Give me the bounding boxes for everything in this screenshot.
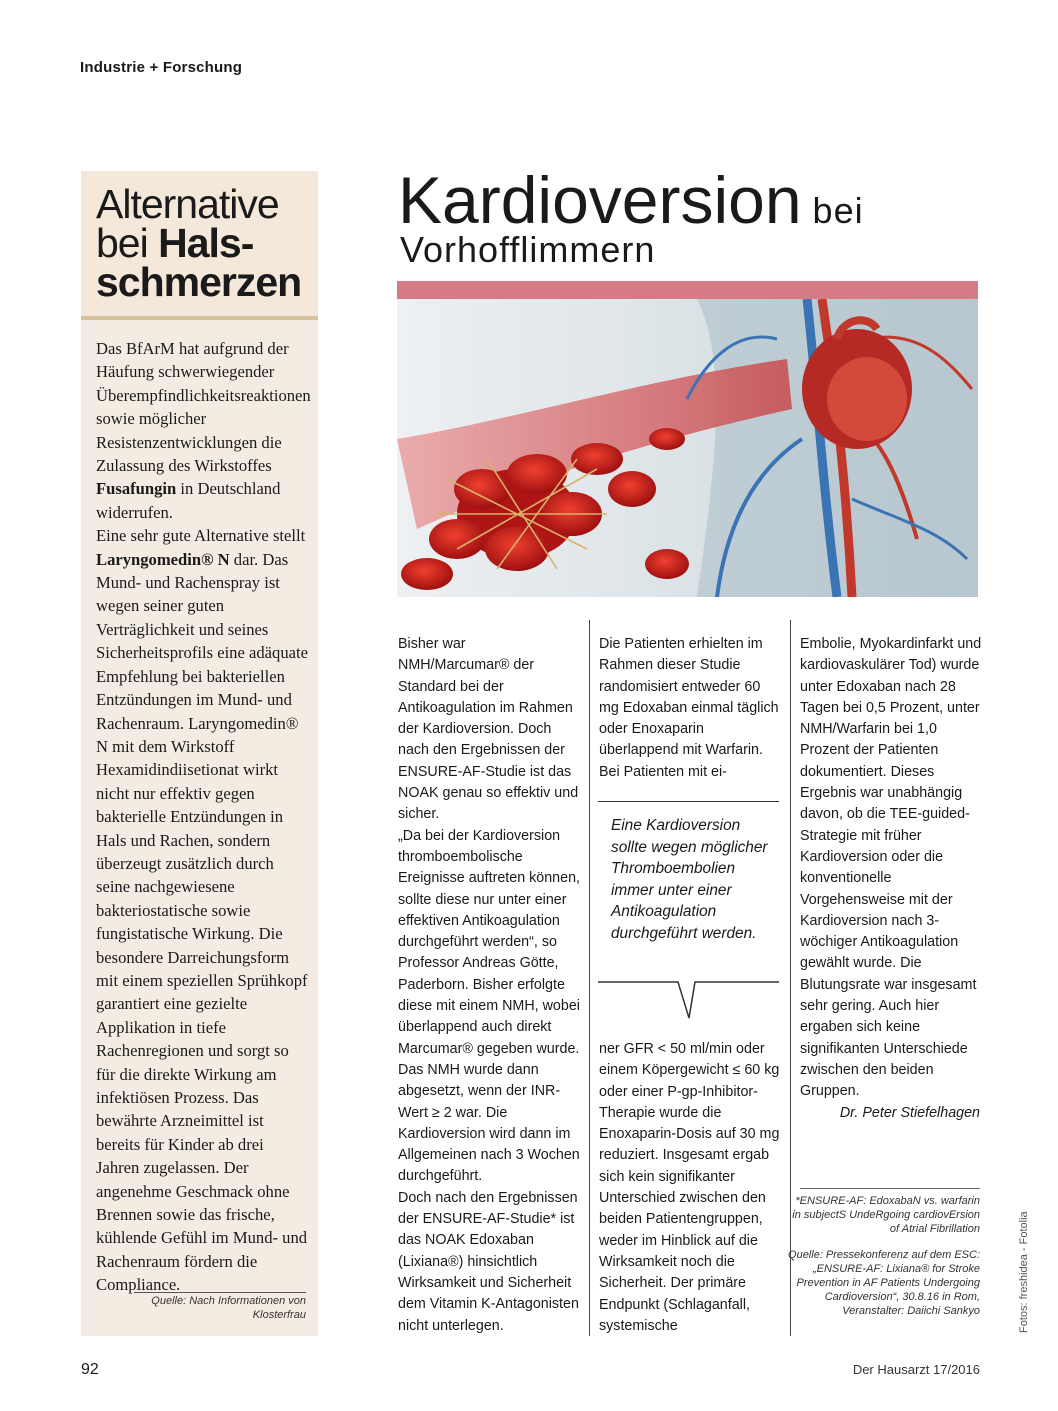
col1-paragraph-1: Bisher war NMH/Marcumar® der Standard bei der Antikoagulation im Rahmen der Kardioversion. Doch nach den Ergebnissen der ENSURE-AF-Studie ist das NOAK genau so effektiv und sicher. xyxy=(398,636,579,823)
sidebar-paragraph-1: Das BfArM hat aufgrund der Häufung schwerwiegender Überempfindlichkeitsreaktionen sowie möglicher Resistenzentwicklungen die Zulassung des Wirkstoffes Fusafungin in Deutschland widerrufen. xyxy=(96,339,311,522)
col2-text-top: Die Patienten erhielten im Rahmen dieser Studie randomisiert entweder 60 mg Edoxaban einmal täglich oder Enoxaparin überlappend mit Warfarin. Bei Patienten mit ei- xyxy=(599,636,779,780)
sidebar-title-line1: Alternative xyxy=(96,181,279,227)
headline-small: bei xyxy=(801,190,864,231)
sidebar-source-rule xyxy=(134,1292,306,1293)
pullquote-top-rule xyxy=(598,801,779,802)
article-column-3: Embolie, Myokardinfarkt und kardiovaskulärer Tod) wurde unter Edoxaban nach 28 Tagen bei 0,5 Prozent, unter NMH/Warfarin bei 1,0 Prozent der Patienten dokumentiert. Dieses Ergebnis war unabhängig davon, ob die TEE-guided-Strategie mit früher Kardioversion oder die konventionelle Vorgehensweise mit der Kardioversion nach 3-wöchiger Antikoagulation gewählt wurde. Die Blutungsrate war insgesamt sehr gering. Auch hier ergaben sich keine signifikanten Unterschiede zwischen den beiden Gruppen. xyxy=(800,636,982,1100)
col1-paragraph-3: Doch nach den Ergebnissen der ENSURE-AF-Studie* ist das NOAK Edoxaban (Lixiana®) hinsichtlich Wirksamkeit und Sicherheit dem Vitamin K-Antagonisten nicht unterlegen. xyxy=(398,1189,579,1334)
page-number: 92 xyxy=(81,1361,99,1378)
pullquote: Eine Kardioversion sollte wegen möglicher Thromboembolien immer unter einer Antikoagulation durchgeführt werden. xyxy=(611,817,768,942)
blood-clot-heart-illustration xyxy=(397,299,978,597)
sidebar-header xyxy=(81,171,318,320)
section-label: Industrie + Forschung xyxy=(80,59,243,76)
drug-name-fusafungin: Fusafungin xyxy=(96,479,177,499)
author: Dr. Peter Stiefelhagen xyxy=(839,1105,980,1121)
footnote-rule xyxy=(800,1188,980,1189)
column-divider-1 xyxy=(589,620,590,1336)
magazine-issue: Der Hausarzt 17/2016 xyxy=(852,1362,980,1377)
accent-bar xyxy=(397,281,978,299)
sidebar-paragraph-2: Eine sehr gute Alternative stellt Laryngomedin® N dar. Das Mund- und Rachenspray ist wegen seiner guten Verträglichkeit und seines Sicherheitsprofils eine adäquate Empfehlung bei bakteriellen Entzündungen im Mund- und Rachenraum. Laryngomedin® N mit dem Wirkstoff Hexamidindiisetionat wirkt nicht nur effektiv gegen bakterielle Entzündungen in Hals und Rachen, sondern überzeugt zusätzlich durch seine nachgewiesene bakteriostatische sowie fungistatische Wirkung. Die besondere Darreichungsform mit einem speziellen Sprühkopf garantiert eine gezielte Applikation in tiefe Rachenregionen und sorgt so für die direkte Wirkung am infektiösen Prozess. Das bewährte Arzneimittel ist bereits für Kinder ab drei Jahren zugelassen. Der angenehme Geschmack ohne Brennen sowie das frische, kühlende Gefühl im Mund- und Rachenraum fördern die Compliance. xyxy=(96,526,308,1295)
sidebar-title xyxy=(96,181,311,305)
col2-text-bottom: ner GFR < 50 ml/min oder einem Köpergewicht ≤ 60 kg oder einer P-gp-Inhibitor-Therapie wurde die Enoxaparin-Dosis auf 30 mg reduziert. Insgesamt ergab sich kein signifikanter Unterschied zwischen den beiden Patientengruppen, weder im Hinblick auf die Wirksamkeit noch die Sicherheit. Der primäre Endpunkt (Schlaganfall, systemische xyxy=(599,1041,780,1334)
sidebar-source: Quelle: Nach Informationen von Klosterfrau xyxy=(151,1295,306,1321)
sidebar-text xyxy=(96,337,309,1297)
pullquote-speech-tail xyxy=(598,978,779,1022)
headline-line2: Vorhofflimmern xyxy=(400,229,656,270)
photo-credit: Fotos: freshidea - Fotolia xyxy=(1018,1211,1030,1333)
study-footnote: *ENSURE-AF: EdoxabaN vs. warfarin in subjectS UndeRgoing cardiovErsion of Atrial Fibrillation xyxy=(792,1195,980,1236)
sidebar-title-bold1: Hals- xyxy=(158,220,254,266)
photo-credit-box xyxy=(1014,1197,1034,1337)
sidebar-title-bold2: schmerzen xyxy=(96,259,302,305)
article-column-1 xyxy=(398,634,580,1337)
sidebar-box xyxy=(81,171,318,1336)
col1-paragraph-2: „Da bei der Kardioversion thromboembolische Ereignisse auftreten können, sollte diese nur unter einer effektiven Antikoagulation durchgeführt werden“, so Professor Andreas Götte, Paderborn. Bisher erfolgte diese mit einem NMH, wobei überlappend auch direkt Marcumar® gegeben wurde. Das NMH wurde dann abgesetzt, wenn der INR-Wert ≥ 2 war. Die Kardioversion wird dann im Allgemeinen nach 3 Wochen durchgeführt. xyxy=(398,827,581,1185)
sidebar-title-line2: bei xyxy=(96,220,159,266)
article-source: Quelle: Pressekonferenz auf dem ESC: „ENSURE-AF: Lixiana® for Stroke Prevention in AF Patients Undergoing Cardioversion“, 30.8.16 in Rom, Veranstalter: Daiichi Sankyo xyxy=(788,1248,980,1318)
headline-main: Kardioversion xyxy=(398,163,802,237)
drug-name-laryngomedin: Laryngomedin® N xyxy=(96,549,230,569)
footnotes xyxy=(785,1194,980,1319)
